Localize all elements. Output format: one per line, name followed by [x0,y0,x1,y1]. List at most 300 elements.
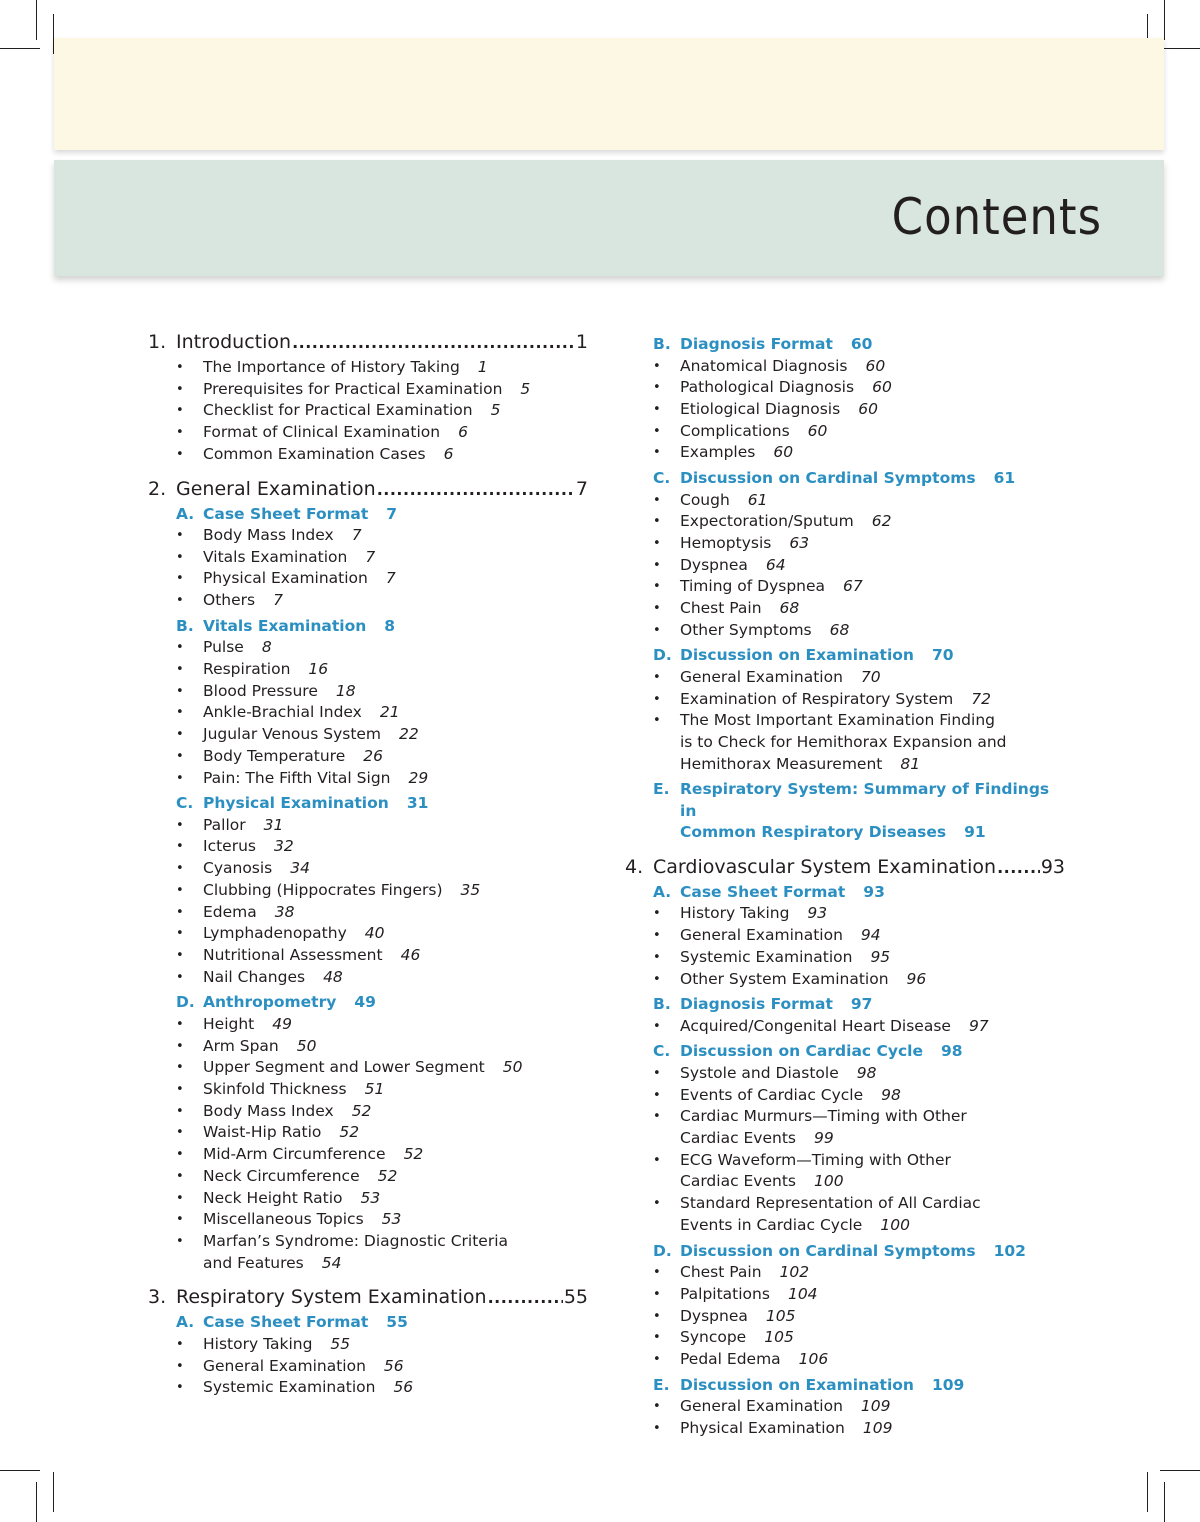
toc-item[interactable] [653,1106,1065,1149]
item-page: 52 [403,1145,424,1164]
section-letter: D. [653,1241,672,1260]
item-title: Chest Pain [680,1263,762,1282]
toc-item-list [653,667,1065,776]
crop-mark [1164,0,1165,40]
item-page: 7 [365,547,376,566]
page-title: Contents [891,188,1102,246]
item-page: 100 [814,1172,844,1191]
toc-item[interactable] [653,1016,1065,1038]
crop-mark [1160,48,1200,49]
toc-item[interactable] [653,689,1065,711]
item-title: Standard Representation of All Cardiac Events in Cardiac Cycle [680,1194,981,1234]
section-title: Discussion on Cardinal Symptoms 61 [680,469,1016,488]
toc-item[interactable] [176,967,588,989]
section-page: 93 [863,882,885,901]
item-page: 54 [321,1253,342,1272]
section-page: 61 [993,469,1016,488]
section-title: Anthropometry 49 [203,993,376,1012]
item-title: Expectoration/Sputum [680,512,854,531]
chapter-number: 2. [148,477,167,500]
toc-chapter[interactable] [625,855,1065,880]
toc-item-list [653,1262,1065,1371]
toc-item[interactable] [176,422,588,444]
item-page: 49 [272,1014,292,1033]
toc-item[interactable] [653,903,1065,925]
toc-item[interactable] [653,969,1065,991]
section-page: 91 [964,823,986,842]
toc-left-column [148,330,588,1399]
section-page: 98 [940,1042,963,1061]
toc-item[interactable] [176,1166,588,1188]
item-page: 64 [765,555,786,574]
item-title: Miscellaneous Topics [203,1210,364,1229]
item-title: Marfan’s Syndrome: Diagnostic Criteria and Features [203,1231,509,1272]
toc-item[interactable] [176,1101,588,1123]
item-title: Pulse [203,638,244,657]
section-letter: B. [176,616,194,635]
chapter-number: 4. [625,855,644,878]
toc-item[interactable] [653,356,1065,378]
item-page: 53 [381,1210,402,1229]
item-page: 109 [862,1418,893,1437]
item-page: 60 [807,421,828,440]
toc-item[interactable] [653,1063,1065,1085]
toc-item[interactable] [176,815,588,837]
item-page: 68 [779,599,800,618]
toc-item[interactable] [653,511,1065,533]
item-title: Height [203,1014,255,1033]
toc-item[interactable] [653,620,1065,642]
section-title: Respiratory System: Summary of Findings in Common Respiratory Diseases 91 [680,780,1050,842]
item-page: 52 [339,1123,360,1142]
item-page: 31 [263,815,284,834]
section-page: 109 [931,1375,965,1394]
item-title: Nail Changes [203,967,306,986]
toc-item[interactable] [176,702,588,724]
toc-item[interactable] [176,1231,588,1274]
crop-mark [36,1482,37,1522]
item-page: 60 [773,443,794,462]
toc-item[interactable] [176,1188,588,1210]
toc-item-list [653,356,1065,465]
item-page: 60 [858,399,878,418]
section-page: 49 [354,993,376,1012]
item-title: Others [203,591,256,610]
item-page: 22 [399,725,419,744]
item-page: 26 [363,746,383,765]
item-page: 6 [458,423,468,442]
item-page: 56 [383,1356,404,1375]
dot-leader [488,1286,563,1310]
toc-item[interactable] [653,1349,1065,1371]
item-title: Acquired/Congenital Heart Disease [680,1016,951,1035]
toc-section[interactable] [653,334,1065,356]
item-page: 81 [900,754,921,773]
toc-item[interactable] [176,1122,588,1144]
section-letter: B. [653,335,671,353]
item-title: Waist-Hip Ratio [203,1123,322,1142]
section-page: 102 [993,1241,1026,1260]
item-title: Neck Height Ratio [203,1188,343,1207]
item-page: 95 [870,947,891,966]
item-title: Chest Pain [680,599,762,618]
item-page: 29 [408,768,429,787]
item-title: Mid-Arm Circumference [203,1145,386,1164]
item-page: 104 [787,1284,818,1303]
item-page: 51 [364,1079,385,1098]
item-page: 52 [377,1166,398,1185]
toc-item[interactable] [176,525,588,547]
dot-leader [292,331,575,355]
toc-item[interactable] [176,746,588,768]
item-title: Vitals Examination [203,547,348,566]
item-page: 34 [290,859,310,878]
item-page: 100 [880,1215,910,1234]
item-page: 7 [351,526,362,545]
section-title: Diagnosis Format 60 [680,335,873,353]
item-title: General Examination [680,1397,843,1416]
toc-item[interactable] [176,357,588,379]
toc-item[interactable] [176,568,588,590]
toc-item[interactable] [176,444,588,466]
item-title: Pedal Edema [680,1349,781,1368]
item-title: Complications [680,421,790,440]
item-page: 67 [843,577,863,596]
toc-item[interactable] [176,1356,588,1378]
toc-item[interactable] [653,555,1065,577]
toc-item[interactable] [176,923,588,945]
section-page: 7 [386,504,398,523]
item-page: 8 [261,638,272,657]
toc-item[interactable] [653,576,1065,598]
toc-item[interactable] [176,858,588,880]
toc-chapter[interactable] [148,330,588,355]
toc-item[interactable] [176,681,588,703]
item-page: 35 [460,880,481,899]
toc-item[interactable] [653,1306,1065,1328]
section-letter: C. [176,794,194,813]
item-page: 56 [393,1378,414,1397]
item-title: Anatomical Diagnosis [680,356,848,375]
item-title: Body Mass Index [203,1101,334,1120]
section-letter: A. [653,882,672,901]
toc-section[interactable] [176,793,588,815]
crop-mark [0,1470,40,1471]
section-page: 8 [384,616,396,635]
item-page: 53 [360,1188,381,1207]
item-title: Examination of Respiratory System [680,689,954,708]
toc-item[interactable] [653,490,1065,512]
item-title: Other Symptoms [680,620,812,639]
chapter-page: 1 [575,331,588,353]
item-page: 99 [814,1129,834,1148]
toc-item[interactable] [653,1193,1065,1236]
toc-item[interactable] [176,379,588,401]
toc-section[interactable] [653,779,1065,844]
toc-section[interactable] [653,1241,1065,1263]
toc-item[interactable] [176,768,588,790]
item-page: 62 [871,512,892,531]
section-title: Discussion on Examination 109 [680,1375,965,1394]
item-page: 5 [490,401,501,420]
toc-section[interactable] [176,616,588,638]
section-title: Diagnosis Format 97 [680,995,873,1014]
item-title: Blood Pressure [203,681,318,700]
item-title: Checklist for Practical Examination [203,401,473,420]
item-page: 16 [308,660,329,679]
section-letter: D. [653,646,672,665]
chapter-spacer [148,466,588,477]
toc-item-list [176,525,588,612]
item-title: Syncope [680,1328,747,1347]
toc-item[interactable] [653,598,1065,620]
chapter-number: 1. [148,331,167,353]
item-title: Cough [680,490,730,509]
section-title: Vitals Examination 8 [203,616,396,635]
item-title: Events of Cardiac Cycle [680,1085,864,1104]
item-page: 61 [747,490,768,509]
item-page: 98 [881,1085,901,1104]
item-page: 105 [764,1328,794,1347]
toc-item[interactable] [176,902,588,924]
item-page: 70 [860,667,881,686]
section-letter: B. [653,995,671,1014]
toc-item[interactable] [176,880,588,902]
toc-section[interactable] [653,645,1065,667]
item-title: Body Mass Index [203,526,334,545]
item-page: 50 [502,1058,523,1077]
item-page: 7 [385,569,396,588]
item-title: Body Temperature [203,746,346,765]
toc-item[interactable] [653,1396,1065,1418]
item-title: Prerequisites for Practical Examination [203,379,503,398]
item-title: Upper Segment and Lower Segment [203,1058,485,1077]
item-title: Physical Examination [203,569,368,588]
toc-item[interactable] [653,533,1065,555]
item-page: 106 [798,1349,829,1368]
chapter-page: 7 [575,477,588,500]
crop-mark [1147,1472,1148,1512]
section-title: Discussion on Examination 70 [680,646,954,665]
item-title: Lymphadenopathy [203,924,347,943]
crop-mark [53,1472,54,1512]
chapter-spacer [625,844,1065,855]
item-title: General Examination [680,667,843,686]
item-title: The Importance of History Taking [203,358,460,376]
section-letter: E. [653,780,670,799]
section-letter: C. [653,1042,671,1061]
item-page: 96 [906,969,927,988]
item-page: 63 [789,533,810,552]
item-title: Pallor [203,815,246,834]
toc-item[interactable] [653,1150,1065,1193]
toc-item[interactable] [176,1377,588,1399]
item-title: Cyanosis [203,859,273,878]
crop-mark [1160,1470,1200,1471]
toc-item[interactable] [176,1036,588,1058]
item-title: Timing of Dyspnea [680,577,826,596]
item-title: Edema [203,902,257,921]
toc-item[interactable] [653,1418,1065,1440]
chapter-page: 93 [1040,855,1065,878]
item-title: History Taking [203,1334,313,1353]
section-title: Discussion on Cardiac Cycle 98 [680,1042,963,1061]
chapter-spacer [148,1274,588,1285]
chapter-title: Cardiovascular System Examination [653,855,997,878]
item-title: Nutritional Assessment [203,945,383,964]
section-page: 60 [850,335,873,353]
toc-item[interactable] [176,945,588,967]
toc-item[interactable] [653,442,1065,464]
toc-item[interactable] [653,1284,1065,1306]
section-title: Discussion on Cardinal Symptoms 102 [680,1241,1026,1260]
item-title: The Most Important Examination Finding is to Check for Hemithorax Expansion and Hemithorax Measurement [680,711,1007,773]
crop-mark [0,48,40,49]
chapter-title: General Examination [176,477,376,500]
section-page: 55 [386,1313,408,1332]
item-title: Palpitations [680,1284,770,1303]
toc-item[interactable] [653,421,1065,443]
toc-item[interactable] [653,667,1065,689]
item-title: Systemic Examination [203,1378,376,1397]
dot-leader [997,856,1040,880]
toc-item[interactable] [653,1262,1065,1284]
item-page: 50 [296,1036,317,1055]
crop-mark [36,0,37,40]
item-title: Jugular Venous System [203,725,382,744]
crop-mark [1164,1482,1165,1522]
toc-chapter[interactable] [148,1285,588,1310]
item-page: 94 [860,926,881,945]
toc-item-list [176,815,588,989]
item-title: Pathological Diagnosis [680,378,855,397]
toc-item[interactable] [176,1014,588,1036]
toc-section[interactable] [653,468,1065,490]
item-title: Hemoptysis [680,533,772,552]
toc-item[interactable] [176,637,588,659]
section-page: 70 [931,646,954,665]
toc-item[interactable] [653,399,1065,421]
toc-item[interactable] [653,377,1065,399]
item-page: 109 [860,1397,891,1416]
toc-item[interactable] [176,547,588,569]
item-title: Neck Circumference [203,1166,360,1185]
toc-item[interactable] [176,1209,588,1231]
item-page: 38 [274,902,295,921]
toc-section[interactable] [176,504,588,526]
toc-item[interactable] [176,590,588,612]
toc-item[interactable] [176,1334,588,1356]
item-title: Pain: The Fifth Vital Sign [203,768,391,787]
item-page: 48 [323,967,343,986]
section-letter: E. [653,1375,670,1394]
toc-section[interactable] [176,992,588,1014]
toc-chapter[interactable] [148,477,588,502]
section-letter: D. [176,993,195,1012]
item-page: 52 [351,1101,372,1120]
toc-item[interactable] [653,710,1065,775]
item-title: Systole and Diastole [680,1063,839,1082]
item-title: History Taking [680,904,790,923]
section-title: Case Sheet Format 7 [203,504,398,523]
item-page: 46 [400,945,421,964]
section-page: 97 [850,995,873,1014]
chapter-title: Respiratory System Examination [176,1286,487,1309]
toc-item[interactable] [653,947,1065,969]
item-title: Dyspnea [680,1306,748,1325]
chapter-title: Introduction [176,331,292,353]
toc-item-list [653,1396,1065,1439]
toc-item[interactable] [176,659,588,681]
item-title: Ankle-Brachial Index [203,703,362,722]
toc-item[interactable] [176,1144,588,1166]
toc-item[interactable] [176,1079,588,1101]
item-page: 102 [779,1263,810,1282]
toc-item[interactable] [176,836,588,858]
item-title: Dyspnea [680,555,748,574]
item-title: General Examination [680,926,843,945]
item-page: 1 [477,358,488,376]
item-page: 93 [807,904,828,923]
item-page: 40 [364,924,385,943]
item-page: 105 [765,1306,796,1325]
item-page: 55 [330,1334,351,1353]
item-title: Clubbing (Hippocrates Fingers) [203,880,443,899]
toc-item-list [653,1016,1065,1038]
item-page: 6 [443,444,454,463]
item-title: General Examination [203,1356,366,1375]
toc-right-column [625,330,1065,1440]
item-title: Systemic Examination [680,947,853,966]
toc-item[interactable] [653,925,1065,947]
toc-section[interactable] [653,994,1065,1016]
toc-item[interactable] [653,1085,1065,1107]
chapter-number: 3. [148,1286,167,1309]
toc-item[interactable] [176,1057,588,1079]
item-page: 18 [335,681,356,700]
item-title: Examples [680,443,756,462]
section-letter: A. [176,1313,195,1332]
item-title: Cardiac Murmurs—Timing with Other Cardiac Events [680,1107,967,1148]
toc-item-list [176,357,588,466]
dot-leader [377,478,575,502]
chapter-page: 55 [563,1286,588,1309]
item-page: 21 [379,703,400,722]
toc-section[interactable] [653,882,1065,904]
section-title: Physical Examination 31 [203,794,429,813]
item-page: 68 [829,620,850,639]
item-title: Arm Span [203,1036,279,1055]
toc-item[interactable] [176,400,588,422]
toc-item[interactable] [176,724,588,746]
toc-section[interactable] [653,1375,1065,1397]
item-title: Icterus [203,837,256,856]
item-page: 32 [273,837,294,856]
item-page: 7 [273,591,283,610]
item-title: Etiological Diagnosis [680,399,841,418]
section-letter: A. [176,504,195,523]
header-band [54,38,1164,150]
toc-item-list [653,903,1065,990]
toc-section[interactable] [653,1041,1065,1063]
item-page: 72 [971,689,991,708]
toc-item[interactable] [653,1327,1065,1349]
item-title: Physical Examination [680,1418,845,1437]
item-title: Format of Clinical Examination [203,423,441,442]
toc-item-list [176,637,588,789]
item-title: Other System Examination [680,969,889,988]
toc-section[interactable] [176,1312,588,1334]
